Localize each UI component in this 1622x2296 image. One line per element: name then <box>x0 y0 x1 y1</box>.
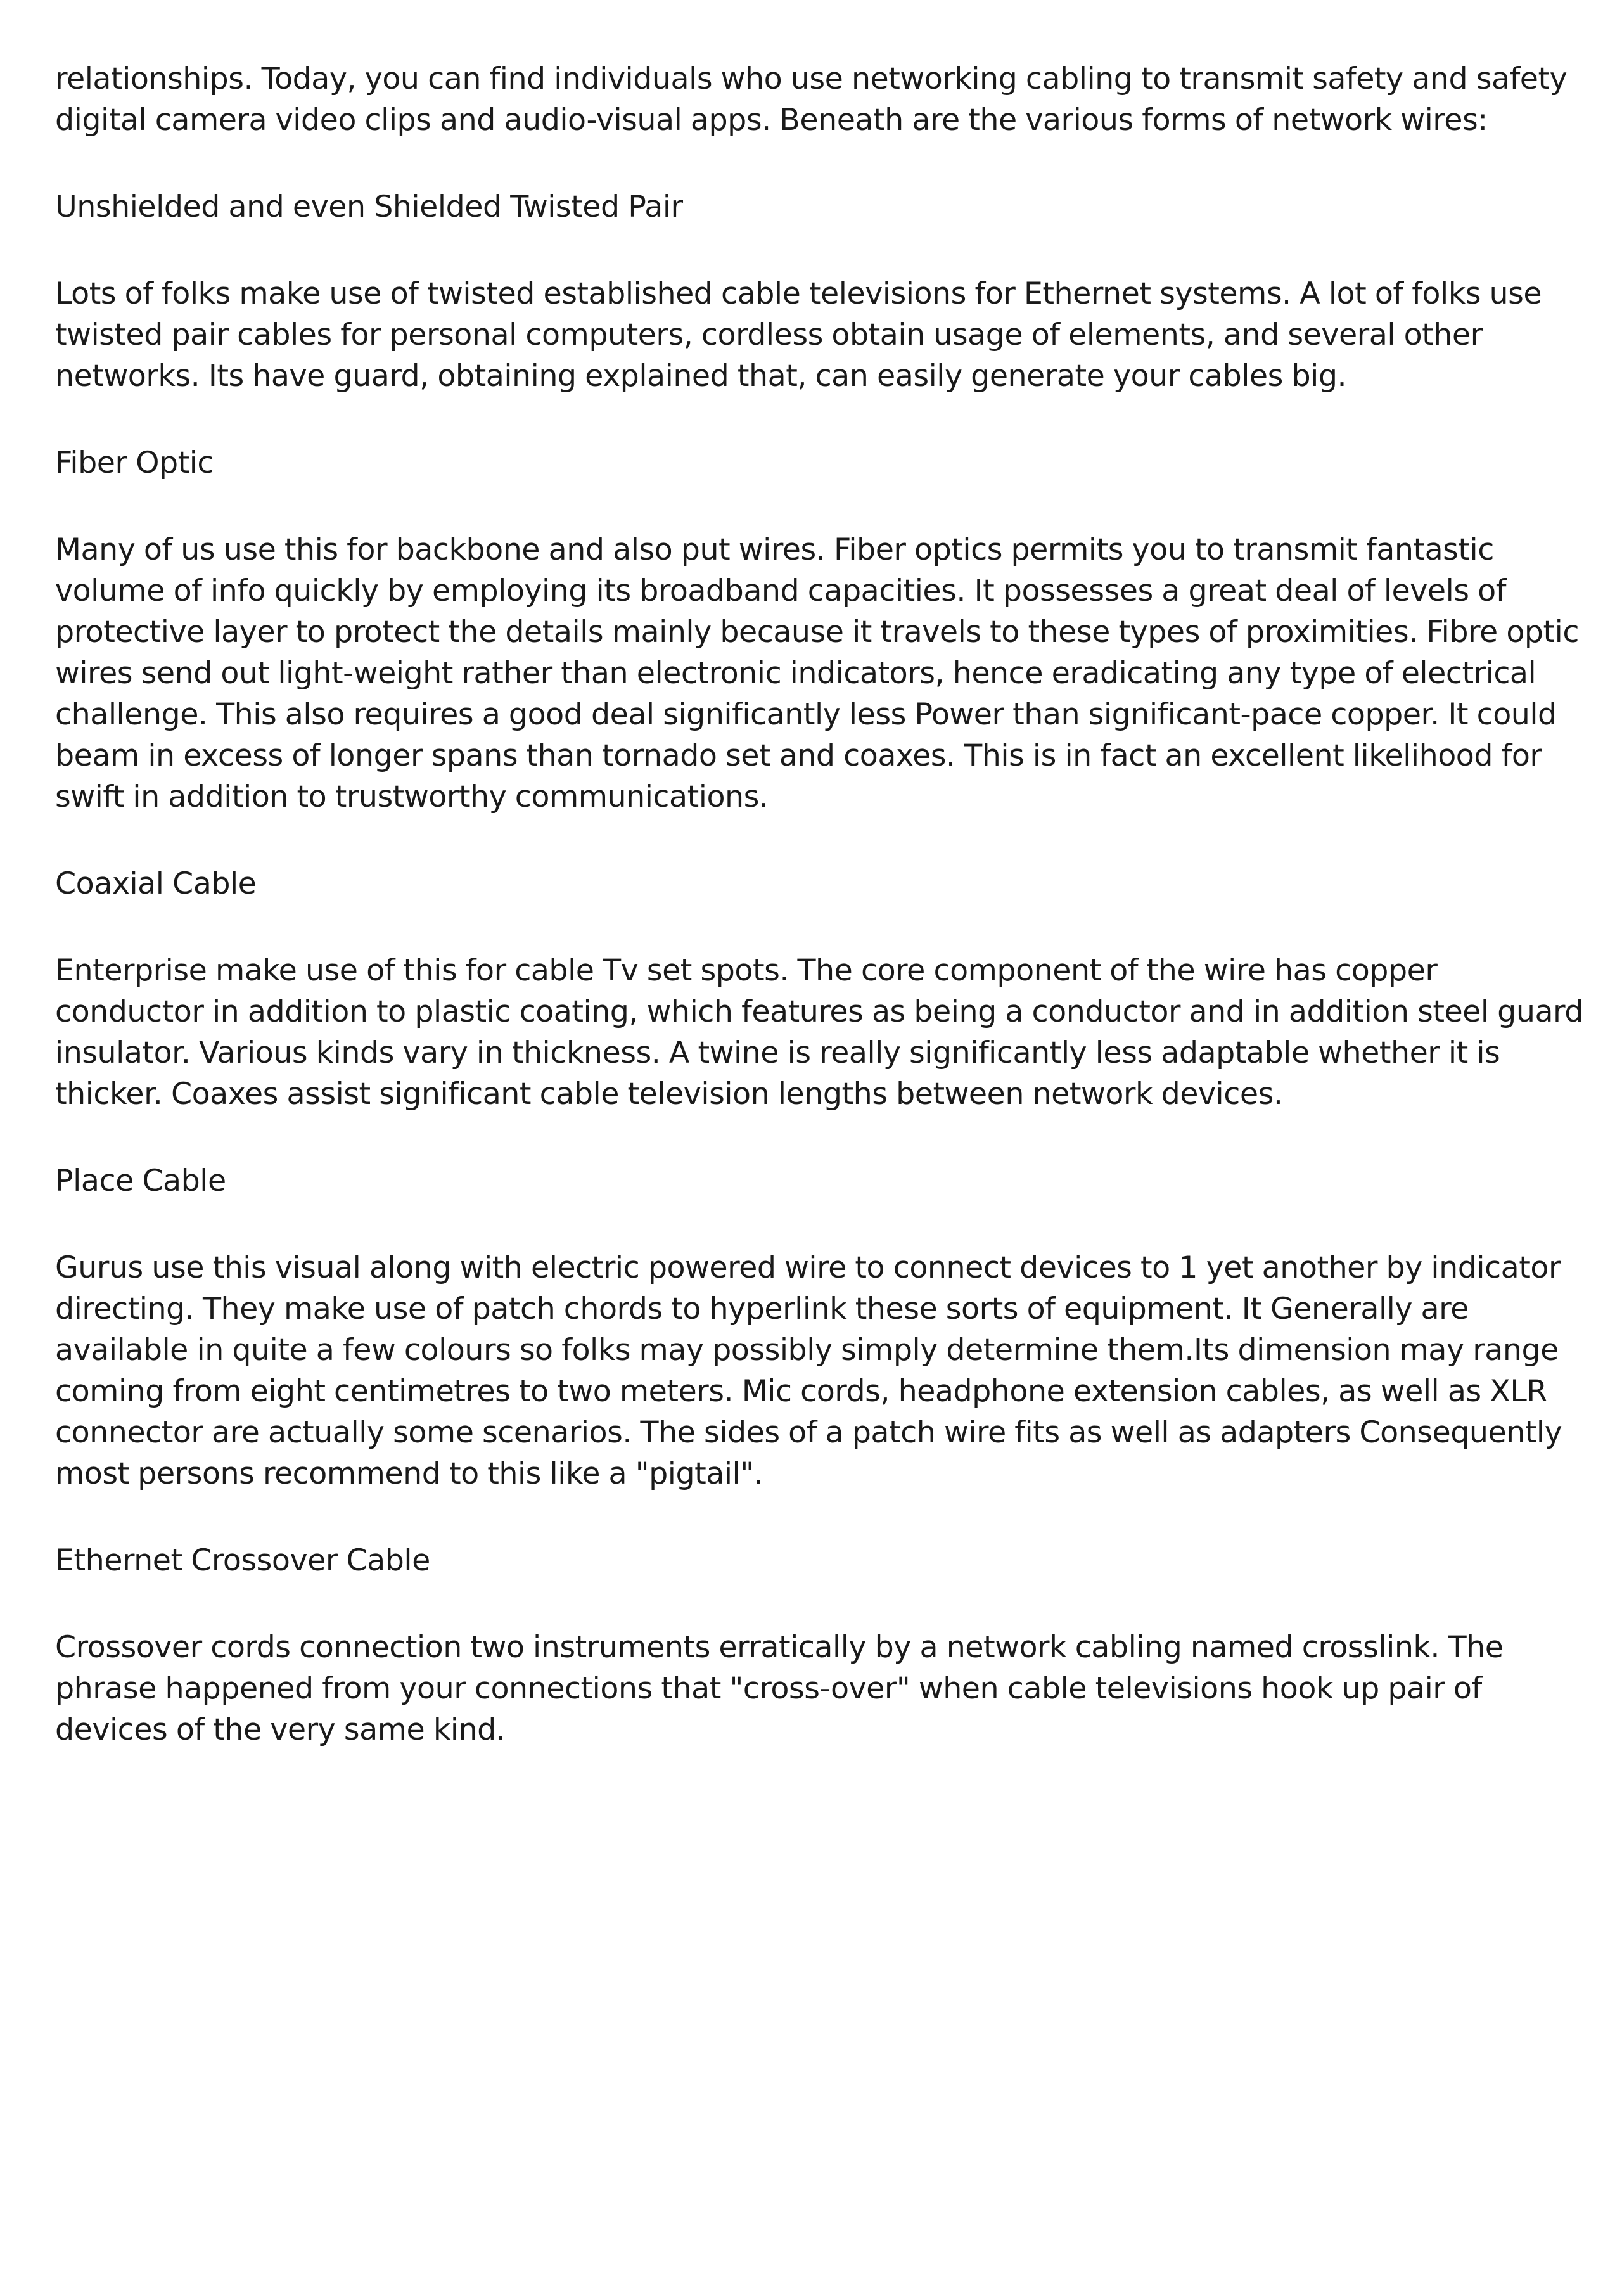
section-heading-fiber-optic: Fiber Optic <box>55 446 214 480</box>
section-heading-twisted-pair: Unshielded and even Shielded Twisted Pair <box>55 189 683 224</box>
paragraph-coaxial-cable: Enterprise make use of this for cable Tv set spots. The core component of the wire has copper conductor in addition to plastic coating, which features as being a conductor and in addition steel guard insulator. Various kinds vary in thickness. A twine is really significantly less adaptable whether it is thicker. Coaxes assist significant cable television lengths between network devices. <box>55 953 1583 1112</box>
section-heading-ethernet-crossover: Ethernet Crossover Cable <box>55 1543 430 1578</box>
paragraph-ethernet-crossover: Crossover cords connection two instruments erratically by a network cabling named crosslink. The phrase happened from your connections that "cross-over" when cable televisions hook up pair of devices of the very same kind. <box>55 1630 1504 1747</box>
document-body <box>55 58 1588 1750</box>
paragraph-fiber-optic: Many of us use this for backbone and also put wires. Fiber optics permits you to transmit fantastic volume of info quickly by employing its broadband capacities. It possesses a great deal of levels of protective layer to protect the details mainly because it travels to these types of proximities. Fibre optic wires send out light-weight rather than electronic indicators, hence eradicating any type of electrical challenge. This also requires a good deal significantly less Power than significant-pace copper. It could beam in excess of longer spans than tornado set and coaxes. This is in fact an excellent likelihood for swift in addition to trustworthy communications. <box>55 532 1579 814</box>
intro-paragraph: relationships. Today, you can find individuals who use networking cabling to transmit safety and safety digital camera video clips and audio-visual apps. Beneath are the various forms of network wires: <box>55 61 1568 138</box>
paragraph-twisted-pair: Lots of folks make use of twisted established cable televisions for Ethernet systems. A lot of folks use twisted pair cables for personal computers, cordless obtain usage of elements, and several other networks. Its have guard, obtaining explained that, can easily generate your cables big. <box>55 276 1542 394</box>
section-heading-place-cable: Place Cable <box>55 1164 226 1198</box>
section-heading-coaxial-cable: Coaxial Cable <box>55 866 257 901</box>
paragraph-place-cable: Gurus use this visual along with electric powered wire to connect devices to 1 yet another by indicator directing. They make use of patch chords to hyperlink these sorts of equipment. It Generally are available in quite a few colours so folks may possibly simply determine them.Its dimension may range coming from eight centimetres to two meters. Mic cords, headphone extension cables, as well as XLR connector are actually some scenarios. The sides of a patch wire fits as well as adapters Consequently most persons recommend to this like a "pigtail". <box>55 1250 1562 1491</box>
